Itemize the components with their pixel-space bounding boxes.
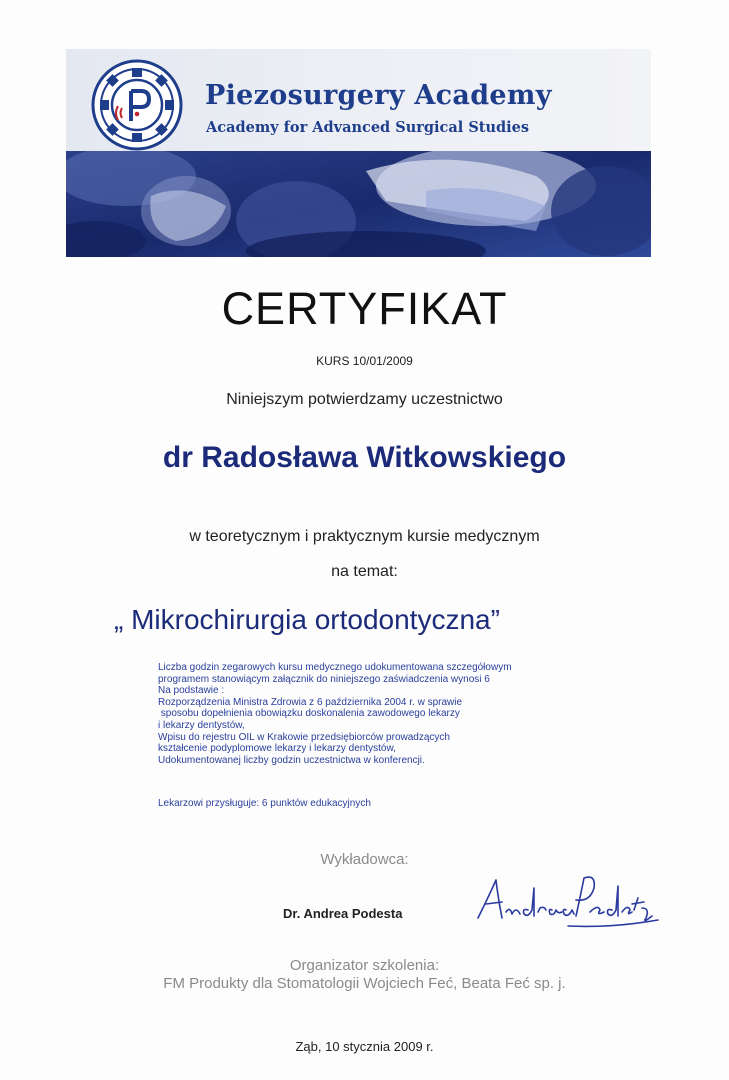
course-topic: „ Mikrochirurgia ortodontyczna”	[114, 604, 500, 635]
details-line: kształcenie podyplomowe lekarzy i lekarzy dentystów,	[158, 743, 396, 755]
confirmation-text: Niniejszym potwierdzamy uczestnictwo	[226, 391, 503, 408]
course-details	[158, 662, 598, 766]
details-line: Wpisu do rejestru OIL w Krakowie przedsiębiorców prowadzących	[158, 731, 450, 743]
organizer-name: FM Produkty dla Stomatologii Wojciech Feć, Beata Feć sp. j.	[163, 975, 566, 992]
participation-line-1: w teoretycznym i praktycznym kursie medycznym	[189, 528, 540, 545]
surgery-photo	[66, 151, 651, 257]
participant-name: dr Radosława Witkowskiego	[162, 441, 567, 474]
academy-title: Piezosurgery Academy	[205, 80, 552, 111]
details-line: Rozporządzenia Ministra Zdrowia z 6 października 2004 r. w sprawie	[158, 696, 463, 708]
details-line: Liczba godzin zegarowych kursu medycznego udokumentowana szczegółowym	[158, 662, 512, 673]
certificate-title: CERTYFIKAT	[221, 283, 508, 334]
organizer-label: Organizator szkolenia:	[289, 957, 440, 974]
details-line: Udokumentowanej liczby godzin uczestnictwa w konferencji.	[158, 754, 425, 766]
participation-line-2: na temat:	[331, 563, 398, 580]
lecturer-signature	[472, 868, 662, 940]
place-date: Ząb, 10 stycznia 2009 r.	[295, 1039, 434, 1054]
academy-subtitle: Academy for Advanced Surgical Studies	[206, 119, 530, 136]
education-points: Lekarzowi przysługuje: 6 punktów edukacyjnych	[158, 798, 371, 809]
lecturer-label: Wykładowca:	[320, 851, 409, 868]
piezosurgery-gear-logo-icon	[91, 59, 183, 151]
details-line: i lekarzy dentystów,	[158, 719, 245, 731]
lecturer-name: Dr. Andrea Podesta	[283, 906, 403, 921]
details-line: sposobu dopełnienia obowiązku doskonalenia zawodowego lekarzy	[158, 708, 460, 720]
details-line: programem stanowiącym załącznik do niniejszego zaświadczenia wynosi 6	[158, 673, 490, 685]
details-line: Na podstawie :	[158, 685, 225, 697]
course-code: KURS 10/01/2009	[316, 354, 413, 368]
